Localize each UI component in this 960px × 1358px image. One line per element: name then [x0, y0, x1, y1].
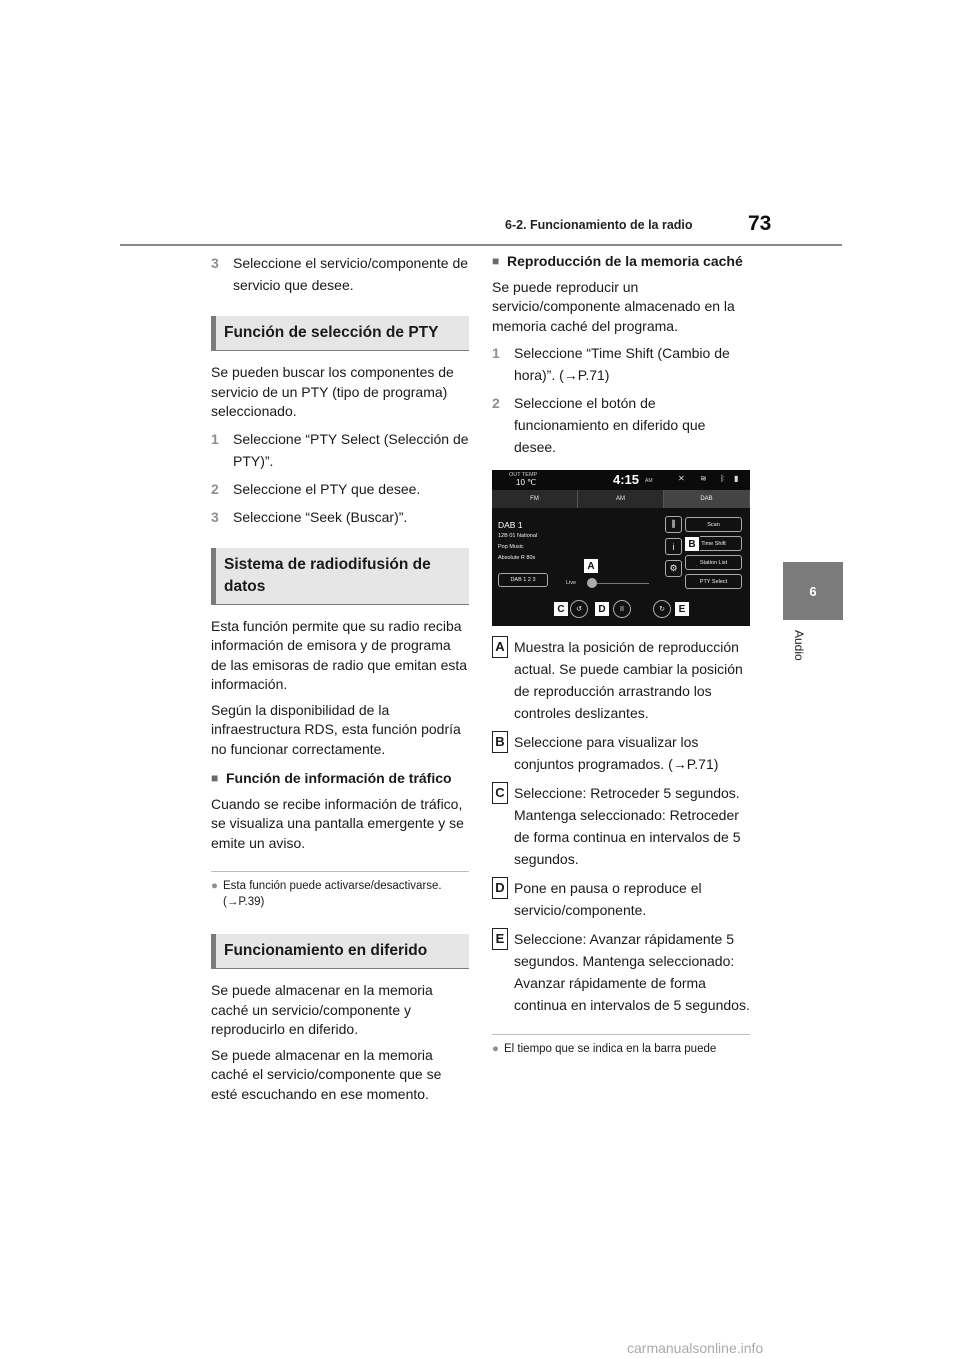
pty-select-button[interactable]: PTY Select: [685, 574, 742, 589]
slider-handle[interactable]: [587, 578, 597, 588]
callout-tag: D: [594, 601, 610, 617]
band-tabs: [492, 490, 750, 508]
note: [211, 871, 469, 910]
step-number: 2: [492, 395, 500, 411]
callout-item: [492, 928, 750, 1016]
tab-fm[interactable]: FM: [492, 490, 578, 508]
step-text: Seleccione el PTY que desee.: [233, 480, 421, 497]
callout-text: Seleccione: Retroceder 5 segundos. Mantenga seleccionado: Retroceder de forma continua en intervalos de 5 segundos.: [514, 785, 741, 867]
callout-badge: C: [492, 782, 508, 804]
callout-tag: E: [674, 601, 690, 617]
step-text: Seleccione el servicio/componente de servicio que desee.: [233, 255, 469, 293]
right-column: [492, 252, 750, 1057]
step: [492, 342, 750, 386]
step-text: Seleccione “Seek (Buscar)”.: [233, 508, 408, 525]
station-info-line: 12B 01 National: [498, 533, 538, 539]
watermark: carmanualsonline.info: [627, 1340, 764, 1356]
station-list-button[interactable]: Station List: [685, 555, 742, 570]
callout-text: Muestra la posición de reproducción actual. Se puede cambiar la posición de reproducción arrastrando los controles deslizantes.: [514, 639, 743, 721]
timeshift-paragraph: Se puede almacenar en la memoria caché un servicio/componente y reproducirlo en diferido.: [211, 982, 433, 1037]
chapter-title: Audio: [792, 630, 806, 661]
callout-text: Seleccione para visualizar los conjuntos programados. (→P.71): [514, 734, 719, 772]
live-label: Live: [566, 580, 577, 586]
rds-paragraph: Según la disponibilidad de la infraestructura RDS, esta función podría no funcionar correctamente.: [211, 701, 461, 757]
pty-paragraph: Se pueden buscar los componentes de servicio de un PTY (tipo de programa) seleccionado.: [211, 364, 454, 419]
traffic-subheading: [211, 769, 469, 789]
signal-icon: ▮: [734, 474, 739, 483]
note-text: El tiempo que se indica en la barra puede: [504, 1043, 717, 1055]
callout-badge: D: [492, 877, 508, 899]
timeshift-paragraph: Se puede almacenar en la memoria caché el servicio/componente que se esté escuchando en ese momento.: [211, 1046, 442, 1102]
traffic-paragraph: Cuando se recibe información de tráfico, se visualiza una pantalla emergente y se emite un aviso.: [211, 795, 464, 851]
callout-text: Pone en pausa o reproduce el servicio/componente.: [514, 880, 702, 918]
callout-item: [492, 782, 750, 870]
step-number: 3: [211, 508, 219, 525]
tab-dab[interactable]: DAB: [664, 490, 750, 508]
step: [211, 428, 469, 472]
step-text: Seleccione “Time Shift (Cambio de hora)”. (→P.71): [514, 345, 730, 383]
chapter-tab: 6: [783, 562, 843, 620]
cache-subheading: [492, 252, 750, 272]
callout-tag: A: [583, 558, 599, 574]
time-shift-button[interactable]: Time Shift: [685, 536, 742, 551]
square-bullet-icon: ■: [492, 254, 500, 268]
scan-button[interactable]: Scan: [685, 517, 742, 532]
callout-badge: A: [492, 636, 508, 658]
mute-icon: ✕: [678, 474, 685, 483]
clock: 4:15: [613, 472, 640, 487]
bullet-icon: ●: [211, 880, 218, 892]
square-bullet-icon: ■: [211, 771, 219, 785]
note-text: Esta función puede activarse/desactivarse. (→P.39): [223, 880, 442, 908]
header-rule: [120, 244, 842, 246]
equalizer-icon[interactable]: ⫼: [665, 516, 682, 533]
out-temp-value: 10 ℃: [516, 478, 537, 487]
fast-forward-icon[interactable]: ↻: [653, 600, 671, 618]
step-number: 1: [211, 430, 219, 447]
section-heading-pty: Función de selección de PTY: [211, 316, 469, 351]
wifi-icon: ≋: [700, 474, 707, 483]
bluetooth-icon: ᛒ: [720, 474, 725, 483]
pause-icon[interactable]: II: [613, 600, 631, 618]
callout-text: Seleccione: Avanzar rápidamente 5 segundos. Mantenga seleccionado: Avanzar rápidamente de forma continua en intervalos de 5 segundos.: [514, 931, 750, 1013]
callout-item: [492, 636, 750, 724]
step-number: 2: [211, 480, 219, 497]
step: [211, 252, 469, 296]
step: [492, 392, 750, 458]
step: [211, 506, 469, 528]
step-number: 1: [492, 345, 500, 361]
station-info-line: Absolute R 80s: [498, 555, 536, 561]
subheading-text: Reproducción de la memoria caché: [507, 253, 743, 269]
callout-tag: B: [684, 536, 700, 552]
subheading-text: Función de información de tráfico: [226, 770, 452, 786]
bullet-icon: ●: [492, 1043, 499, 1055]
settings-icon[interactable]: ⚙: [665, 560, 682, 577]
step-text: Seleccione el botón de funcionamiento en diferido que desee.: [514, 395, 706, 455]
station-name: DAB 1: [498, 520, 523, 530]
section-label: 6-2. Funcionamiento de la radio: [505, 218, 693, 232]
step-number: 3: [211, 255, 219, 271]
out-temp-label: OUT TEMP: [509, 472, 538, 478]
step: [211, 478, 469, 500]
section-heading-rds: Sistema de radiodifusión de datos: [211, 548, 469, 605]
station-info-line: Pop Music: [498, 544, 524, 550]
callout-badge: B: [492, 731, 508, 753]
page-number: 73: [748, 212, 772, 235]
rewind-icon[interactable]: ↺: [570, 600, 588, 618]
callout-badge: E: [492, 928, 508, 950]
left-column: [211, 252, 469, 1110]
note: [492, 1034, 750, 1057]
dab-preset-button[interactable]: DAB 1 2 3: [498, 573, 548, 587]
step-text: Seleccione “PTY Select (Selección de PTY)”.: [233, 430, 469, 469]
status-bar: [492, 470, 750, 490]
callout-item: [492, 877, 750, 921]
tab-am[interactable]: AM: [578, 490, 664, 508]
rds-paragraph: Esta función permite que su radio reciba información de emisora y de programa de las emisoras de radio que emitan esta información.: [211, 617, 468, 692]
playback-slider[interactable]: [589, 583, 649, 584]
radio-screen-illustration: [492, 470, 750, 626]
clock-ampm: AM: [645, 478, 653, 484]
cache-paragraph: Se puede reproducir un servicio/componente almacenado en la memoria caché del programa.: [492, 278, 735, 334]
section-heading-timeshift: Funcionamiento en diferido: [211, 934, 469, 969]
info-icon[interactable]: i: [665, 538, 682, 555]
callout-tag: C: [553, 601, 569, 617]
callout-item: [492, 731, 750, 775]
